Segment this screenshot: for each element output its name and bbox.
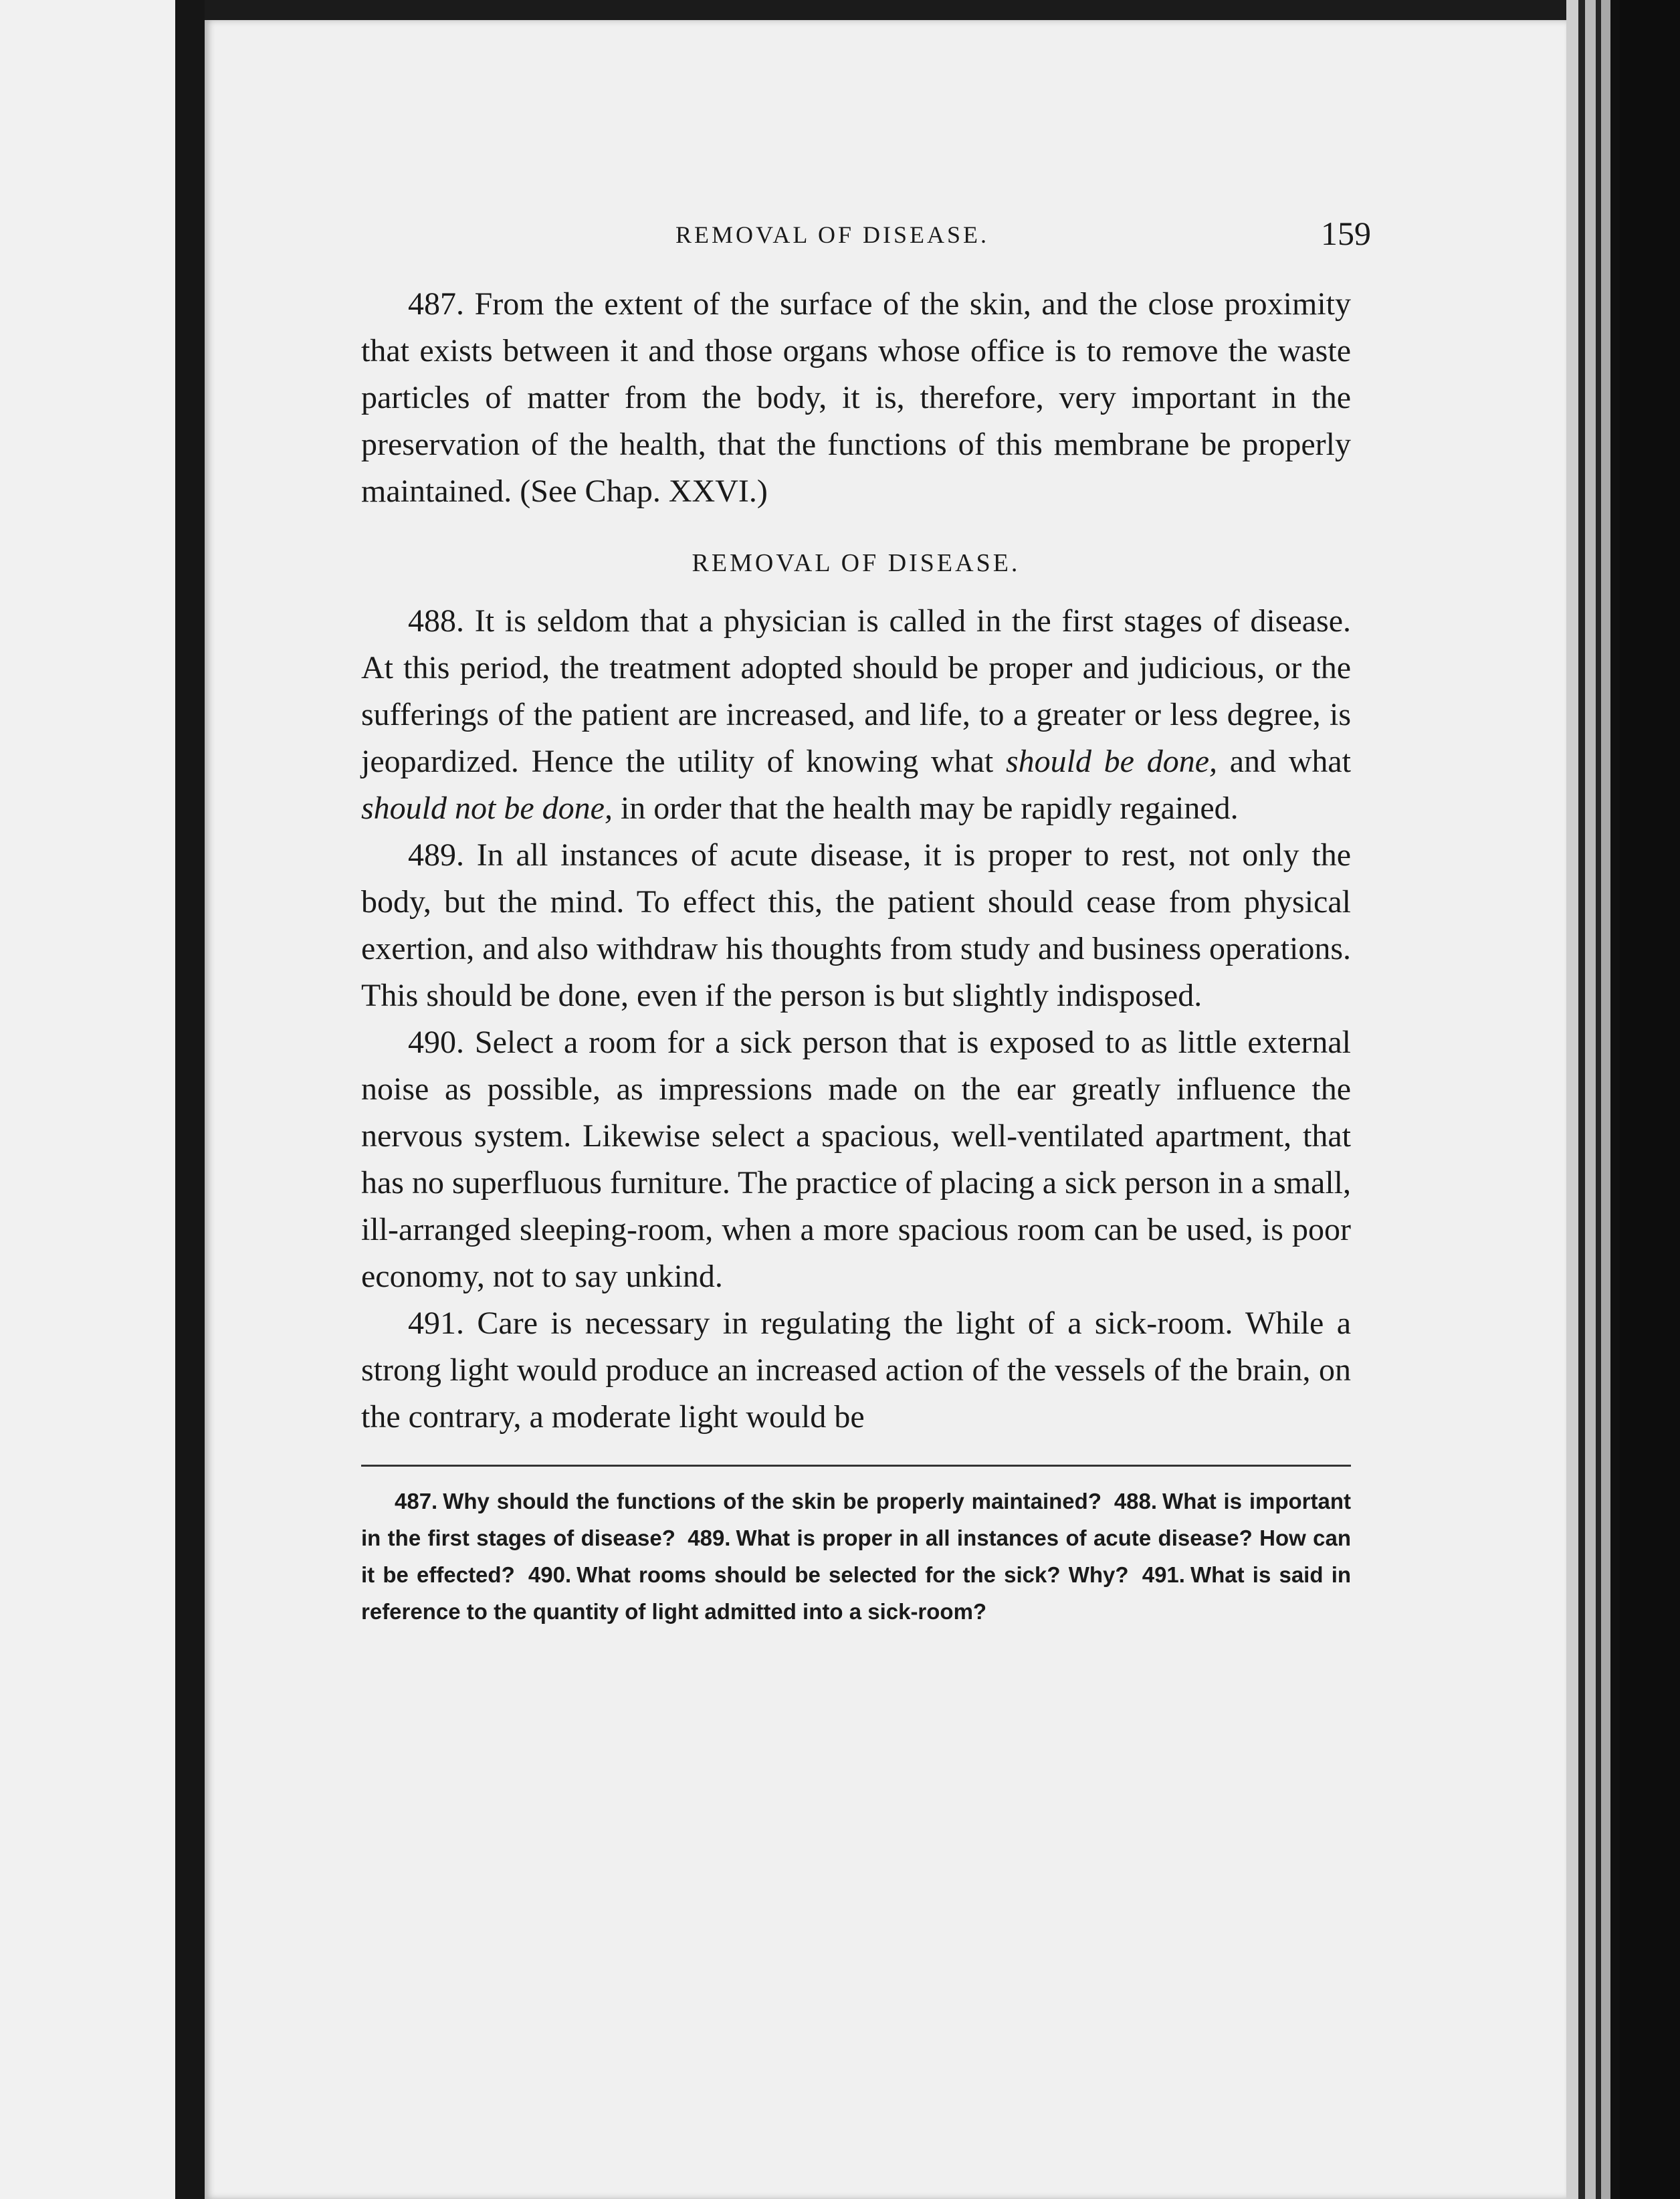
page-edge-line: [1610, 0, 1620, 2199]
paragraph-text: From the extent of the surface of the skin, and the close proximity that exists between it and those organs whose office is to remove the waste particles of matter from the body, it is, therefore, very important in the preservation of the health, that the functions of this membrane be properly maintained. (See Chap. XXVI.): [361, 286, 1352, 509]
page-content: [361, 201, 1371, 1630]
paragraph-number: 487.: [408, 286, 464, 322]
footnote-number: 490.: [528, 1562, 572, 1587]
paragraph-text: In all instances of acute disease, it is proper to rest, not only the body, but the mind. To effect this, the patient should cease from physical exertion, and also withdraw his thoughts from study and business operations. This should be done, even if the person is but slightly indisposed.: [361, 837, 1352, 1013]
emphasis-text: should not be done,: [361, 791, 613, 826]
footnote-number: 487.: [395, 1489, 438, 1513]
page-edge: [1585, 0, 1596, 2199]
footnote-text: What is said in reference to the quantity of light admitted into a sick-room?: [361, 1562, 1352, 1624]
book-gutter: [175, 0, 205, 2199]
emphasis-text: should be done,: [1005, 744, 1217, 779]
footnote-number: 489.: [688, 1526, 731, 1550]
page-edge: [1601, 0, 1610, 2199]
paragraph-number: 489.: [408, 837, 464, 873]
paragraph-487: [361, 281, 1351, 515]
running-head: [361, 201, 1371, 281]
footnote-text: What is proper in all instances of acute disease? How can it be effected?: [361, 1526, 1352, 1587]
running-head-title: REMOVAL OF DISEASE.: [675, 221, 990, 248]
paragraph-490: [361, 1019, 1351, 1300]
page-edge: [1566, 0, 1578, 2199]
paragraph-488: [361, 598, 1351, 832]
footnote-number: 488.: [1114, 1489, 1158, 1513]
paragraph-text: It is seldom that a physician is called in the first stages of disease. At this period, the treatment adopted should be proper and judicious, or the sufferings of the patient are increased, and life, to a greater or less degree, is jeopardized. Hence the utility of knowing what: [361, 603, 1352, 779]
paragraph-491: [361, 1300, 1351, 1441]
paragraph-number: 491.: [408, 1305, 464, 1341]
footnote-number: 491.: [1142, 1562, 1185, 1587]
page-number: 159: [1321, 215, 1371, 252]
paragraph-text: Select a room for a sick person that is exposed to as little external noise as possible, as impressions made on the ear greatly influence the nervous system. Likewise select a spacious, well-ventilated apartment, that has no superfluous furniture. The practice of placing a sick person in a small, ill-arranged sleeping-room, when a more spacious room can be used, is poor economy, not to say unkind.: [361, 1025, 1352, 1294]
footnote-text: Why should the functions of the skin be properly maintained?: [443, 1489, 1101, 1513]
page-edge-line: [1578, 0, 1585, 2199]
paragraph-text: and what: [1229, 744, 1352, 779]
paragraph-number: 490.: [408, 1025, 464, 1060]
footnote-text: What is important in the first stages of disease?: [361, 1489, 1352, 1550]
footnote-text: What rooms should be selected for the sick? Why?: [576, 1562, 1129, 1587]
page-edge-line: [1596, 0, 1601, 2199]
footnote-divider: [361, 1465, 1351, 1467]
footnote-questions: [361, 1483, 1351, 1630]
background-edge: [1620, 0, 1680, 2199]
paragraph-text: Care is necessary in regulating the light of a sick-room. While a strong light would produce an increased action of the vessels of the brain, on the contrary, a moderate light would be: [361, 1305, 1352, 1435]
paragraph-number: 488.: [408, 603, 464, 639]
facing-page-edge: [0, 0, 175, 2199]
paragraph-text: in order that the health may be rapidly regained.: [620, 791, 1239, 826]
section-heading: REMOVAL OF DISEASE.: [692, 549, 1021, 577]
paragraph-489: [361, 832, 1351, 1019]
